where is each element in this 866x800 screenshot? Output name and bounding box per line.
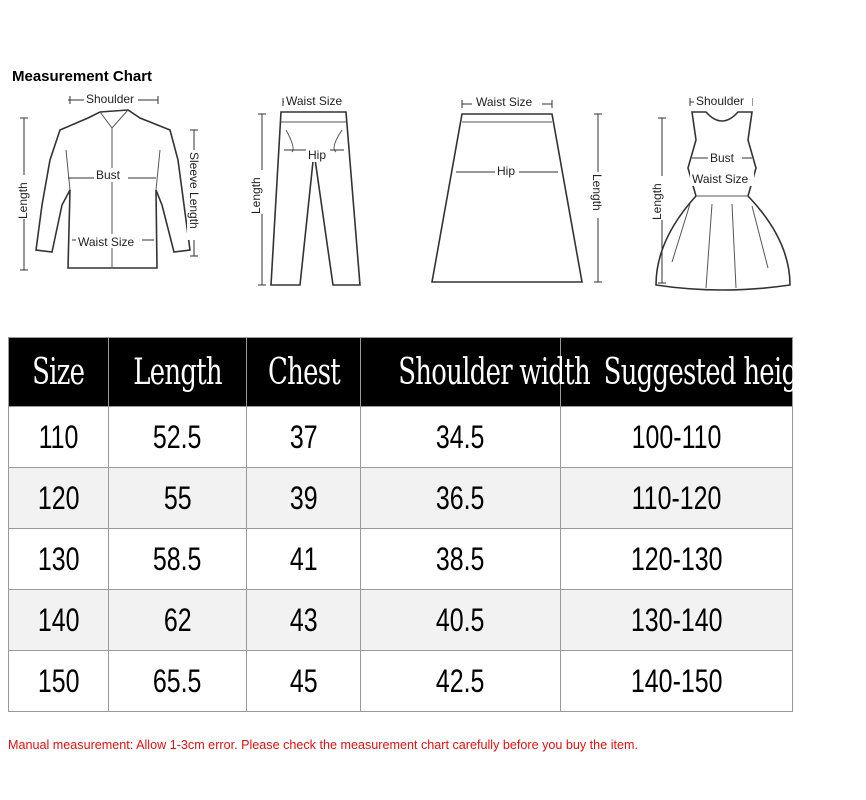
- cell-size: 130: [9, 529, 109, 590]
- cell-chest: 39: [247, 468, 361, 529]
- skirt-length-label: Length: [590, 174, 604, 211]
- cell-suggested-height: 100-110: [561, 407, 793, 468]
- cell-size: 140: [9, 590, 109, 651]
- cell-size: 120: [9, 468, 109, 529]
- cell-length: 52.5: [109, 407, 247, 468]
- cell-chest: 41: [247, 529, 361, 590]
- cell-size: 150: [9, 651, 109, 712]
- shirt-bust-label: Bust: [96, 168, 121, 182]
- table-row: [9, 529, 793, 590]
- cell-length: 62: [109, 590, 247, 651]
- cell-suggested-height: 120-130: [561, 529, 793, 590]
- cell-shoulder-width: 36.5: [361, 468, 561, 529]
- shirt-length-label: Length: [16, 182, 30, 219]
- pants-diagram: [249, 94, 360, 285]
- measurement-note: Manual measurement: Allow 1-3cm error. Please check the measurement chart carefully before you buy the item.: [8, 738, 638, 752]
- size-table: [8, 337, 824, 712]
- table-row: [9, 651, 793, 712]
- pants-waist-label: Waist Size: [286, 94, 343, 108]
- table-row: [9, 468, 793, 529]
- table-row: [9, 590, 793, 651]
- skirt-waist-label: Waist Size: [476, 95, 533, 109]
- shirt-diagram: [16, 92, 201, 270]
- header-length: Length: [109, 338, 247, 407]
- cell-length: 58.5: [109, 529, 247, 590]
- dress-diagram: [650, 94, 790, 290]
- cell-shoulder-width: 40.5: [361, 590, 561, 651]
- shirt-shoulder-label: Shoulder: [86, 92, 135, 106]
- pants-hip-label: Hip: [308, 148, 327, 162]
- chart-title: Measurement Chart: [12, 68, 153, 85]
- header-shoulder-width: Shoulder width: [361, 338, 561, 407]
- dress-bust-label: Bust: [710, 151, 735, 165]
- cell-suggested-height: 110-120: [561, 468, 793, 529]
- table-row: [9, 407, 793, 468]
- shirt-sleeve-length-label: Sleeve Length: [187, 152, 201, 229]
- cell-length: 55: [109, 468, 247, 529]
- dress-length-label: Length: [650, 183, 664, 220]
- cell-shoulder-width: 42.5: [361, 651, 561, 712]
- garment-diagrams: [0, 80, 800, 295]
- skirt-diagram: [432, 95, 604, 282]
- cell-suggested-height: 130-140: [561, 590, 793, 651]
- cell-length: 65.5: [109, 651, 247, 712]
- cell-shoulder-width: 34.5: [361, 407, 561, 468]
- cell-chest: 45: [247, 651, 361, 712]
- cell-suggested-height: 140-150: [561, 651, 793, 712]
- dress-waist-label: Waist Size: [692, 172, 749, 186]
- skirt-hip-label: Hip: [497, 164, 516, 178]
- shirt-waist-label: Waist Size: [78, 235, 135, 249]
- dress-shoulder-label: Shoulder: [696, 94, 745, 108]
- pants-length-label: Length: [249, 177, 263, 214]
- table-header-row: [9, 338, 793, 407]
- cell-chest: 43: [247, 590, 361, 651]
- cell-shoulder-width: 38.5: [361, 529, 561, 590]
- header-size: Size: [9, 338, 109, 407]
- cell-size: 110: [9, 407, 109, 468]
- cell-chest: 37: [247, 407, 361, 468]
- header-chest: Chest: [247, 338, 361, 407]
- header-suggested-height: Suggested heigth: [561, 338, 793, 407]
